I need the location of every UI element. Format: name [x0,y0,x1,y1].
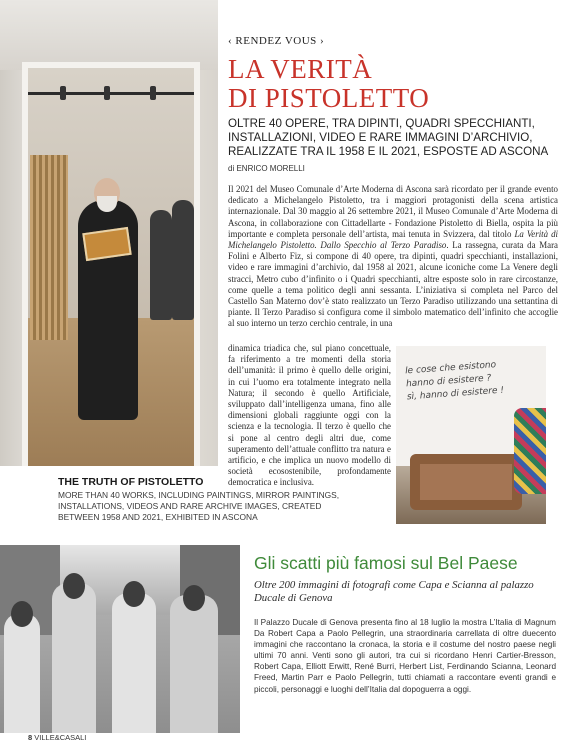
street-photo [0,545,240,733]
caption-title: THE TRUTH OF PISTOLETTO [58,476,204,488]
installation-photo [396,346,546,524]
magazine-name: VILLE&CASALI [34,733,87,742]
exhibition-photo [0,0,218,466]
rubric-label: ‹ RENDEZ VOUS › [228,35,325,47]
page-number: 8 [28,733,33,742]
section-body: Il Palazzo Ducale di Genova presenta fino al 18 luglio la mostra L’Italia di Magnum Da Robert Capa a Paolo Pellegrin, una straordinaria carrellata di oltre duecento immagini che raccontano la cronaca, la storia e il costume del nostro paese negli ultimi 70 anni. Venti sono gli autori, tra cui si ricordano Henri Cartier-Bresson, Robert Capa, Elliott Erwitt, René Burri, Herbert List, Ferdinando Scianna, Leonard Freed, Martin Parr e Paolo Pellegrin, tutti chiamati a raccontare eventi grandi e piccoli, personaggi e luoghi dell’Italia dal dopoguerra a oggi. [254,618,556,694]
article-title [228,55,558,113]
article-body-continued: dinamica triadica che, sul piano concettuale, fa riferimento a tre momenti della storia dell’umanità: il primo è quello delle origini, in cui l’uomo era totalmente integrato nella Natura; il secondo è quello Artificiale, sviluppato dall’intelligenza umana, fino alle dimensioni globali raggiunte oggi con la scienza e la tecnologia. Il terzo è quello che si pone al centro degli altri due, come superamento dell’attuale conflitto tra natura e artificio, e che implica un nuovo modello di società ecosostenibile, profondamente democratica e inclusiva. [228,343,391,488]
body-part-2: . La rassegna, curata da Mara Folini e Alberto Fiz, si compone di 40 opere, tra dipinti, quadri specchianti, installazioni, video e rare immagini d’archivio, dal 1958 al 2021, alcune iconiche come La Venere degli stracci, Metro cubo d’infinito o i Quadri specchianti, altre esposte solo in rare circostanze, come quelle a tema politico degli anni sessanta. L’iniziativa si completa nel Parco del Castello San Materno dov’è stato realizzato un Terzo Paradiso utilizzando una settantina di piante. Il Terzo Paradiso si configura come il simbolo matematico dell’infinito che accoglie al suo interno un terzo cerchio centrale, in una [228,240,558,329]
caption-text: MORE THAN 40 WORKS, INCLUDING PAINTINGS, MIRROR PAINTINGS, INSTALLATIONS, VIDEOS AND RARE ARCHIVE IMAGES, CREATED BETWEEN 1958 AND 2021, EXHIBITED IN ASCONA [58,490,340,522]
title-line-2: DI PISTOLETTO [228,83,430,113]
section-title: Gli scatti più famosi sul Bel Paese [254,553,518,573]
article-subtitle: OLTRE 40 OPERE, TRA DIPINTI, QUADRI SPECCHIANTI, INSTALLAZIONI, VIDEO E RARE IMMAGINI D’ARCHIVIO, REALIZZATE TRA IL 1958 E IL 2021, ESPOSTE AD ASCONA [228,117,549,158]
byline: di ENRICO MORELLI [228,164,305,173]
article-body [228,184,558,330]
body-part-1: Il 2021 del Museo Comunale d’Arte Moderna di Ascona sarà ricordato per il grande evento dedicato a Michelangelo Pistoletto, tra i maggiori protagonisti della scena artistica internazionale. Dal 30 maggio al 26 settembre 2021, il Museo Comunale d’Arte Moderna di Ascona, in collaborazione con Cittadellarte - Fondazione Pistoletto di Biella, ospita la più importante e completa personale dell’artista, mai tenuta in Svizzera, dal titolo [228,184,558,239]
wall-writing-line-3: sì, hanno di esistere ! [406,385,505,403]
wall-writing-line-2: hanno di esistere ? [405,373,492,390]
wall-writing [405,359,505,405]
page-footer [28,733,86,742]
exhibition-title: La Verità di Michelangelo Pistoletto. Dallo Specchio al Terzo Paradiso [228,228,558,251]
section-subtitle: Oltre 200 immagini di fotografi come Capa e Scianna al palazzo Ducale di Genova [254,579,534,604]
title-line-1: LA VERITÀ [228,54,373,84]
wall-writing-line-1: le cose che esistono [404,360,497,377]
